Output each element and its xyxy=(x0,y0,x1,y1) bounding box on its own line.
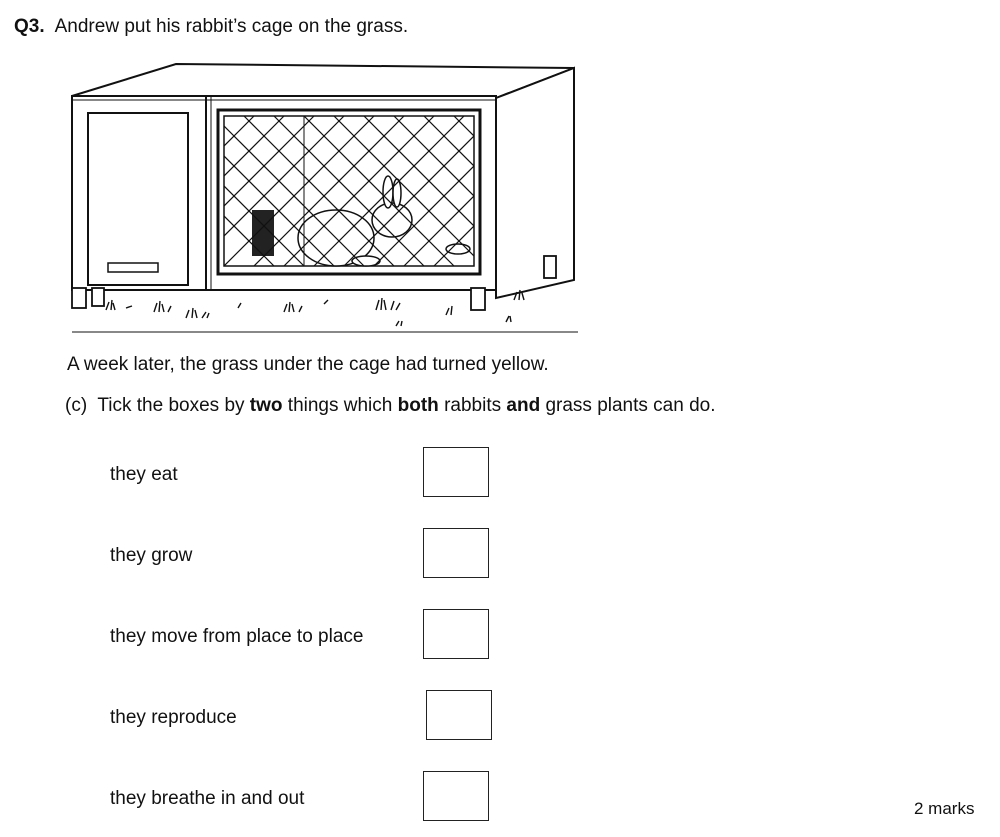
part-label: (c) xyxy=(65,395,88,416)
question-header xyxy=(14,16,408,38)
instruction-bold-and: and xyxy=(506,395,541,416)
tick-box-grow[interactable] xyxy=(423,528,489,578)
part-c-instruction xyxy=(65,395,716,417)
instruction-text-2: things which xyxy=(282,395,398,416)
option-label-breathe: they breathe in and out xyxy=(110,788,305,809)
tick-box-move[interactable] xyxy=(423,609,489,659)
instruction-text-3: rabbits xyxy=(438,395,507,416)
tick-box-breathe[interactable] xyxy=(423,771,489,821)
instruction-text-1: Tick the boxes by xyxy=(97,395,250,416)
option-label-grow: they grow xyxy=(110,545,193,566)
option-label-move: they move from place to place xyxy=(110,626,364,647)
instruction-bold-both: both xyxy=(397,395,439,416)
tick-box-eat[interactable] xyxy=(423,447,489,497)
option-label-eat: they eat xyxy=(110,464,178,485)
instruction-bold-two: two xyxy=(249,395,283,416)
rabbit-cage-illustration xyxy=(66,60,580,340)
marks-label: 2 marks xyxy=(914,799,975,818)
option-label-reproduce: they reproduce xyxy=(110,707,237,728)
question-stem: Andrew put his rabbit’s cage on the grass. xyxy=(54,16,409,37)
question-number: Q3. xyxy=(14,16,45,37)
context-text: A week later, the grass under the cage had turned yellow. xyxy=(67,354,549,375)
tick-box-reproduce[interactable] xyxy=(426,690,492,740)
instruction-text-4: grass plants can do. xyxy=(540,395,716,416)
